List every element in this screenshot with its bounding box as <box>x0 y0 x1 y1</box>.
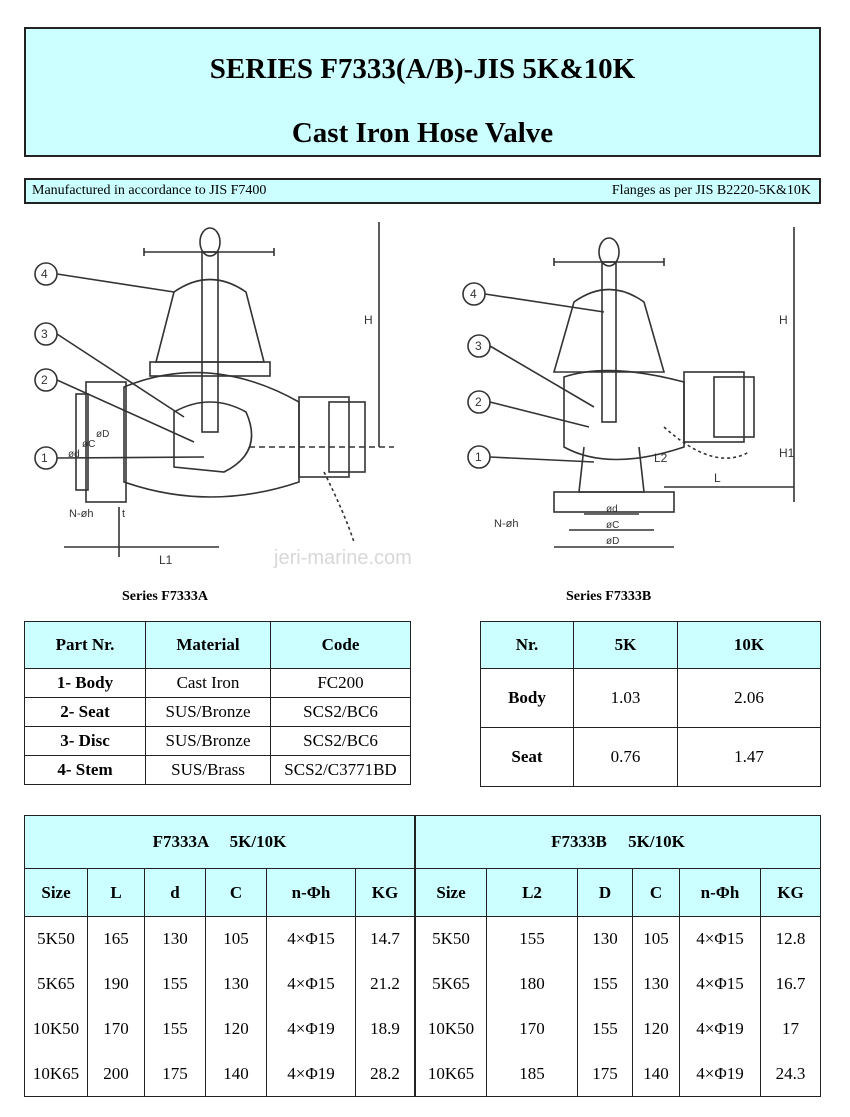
cell: 170 <box>487 1007 578 1052</box>
cell: 10K65 <box>415 1052 487 1097</box>
cell: 140 <box>633 1052 680 1097</box>
cell: 10K50 <box>415 1007 487 1052</box>
title-banner <box>24 27 821 157</box>
cell: 4×Φ19 <box>680 1007 761 1052</box>
table-row <box>25 698 411 727</box>
label-phiD-a: øD <box>96 429 110 440</box>
col-size-b: Size <box>415 869 487 917</box>
col-nr: Nr. <box>481 622 574 669</box>
watermark: jeri-marine.com <box>274 547 412 569</box>
cell: 1- Body <box>25 669 146 698</box>
cell: 5K50 <box>25 917 88 962</box>
cell: 120 <box>633 1007 680 1052</box>
cell: 180 <box>487 962 578 1007</box>
caption-f7333a: Series F7333A <box>122 589 208 604</box>
drawing-f7333a <box>35 222 394 557</box>
col-nh-b: n-Φh <box>680 869 761 917</box>
cell: 4×Φ19 <box>680 1052 761 1097</box>
caption-f7333b: Series F7333B <box>566 589 652 604</box>
col-D: D <box>578 869 633 917</box>
valve-drawings <box>24 212 821 582</box>
label-2b: 2 <box>475 395 482 409</box>
label-3a: 3 <box>41 327 48 341</box>
cell: SUS/Brass <box>146 756 271 785</box>
cell: 155 <box>578 1007 633 1052</box>
cell: SUS/Bronze <box>146 727 271 756</box>
col-part: Part Nr. <box>25 622 146 669</box>
label-l2b: L2 <box>654 451 668 465</box>
label-3b: 3 <box>475 339 482 353</box>
cell: 190 <box>88 962 145 1007</box>
cell: Cast Iron <box>146 669 271 698</box>
col-5k: 5K <box>574 622 678 669</box>
cell: 4×Φ15 <box>267 917 356 962</box>
table-header-row <box>25 622 411 669</box>
cell: 130 <box>633 962 680 1007</box>
cell: 2.06 <box>678 669 821 728</box>
cell: 5K65 <box>415 962 487 1007</box>
cell: 10K65 <box>25 1052 88 1097</box>
cell: 18.9 <box>356 1007 416 1052</box>
flange-note: Flanges as per JIS B2220-5K&10K <box>611 183 811 198</box>
cell: 130 <box>145 917 206 962</box>
cell: 3- Disc <box>25 727 146 756</box>
table-header-row <box>481 622 821 669</box>
col-l: L <box>88 869 145 917</box>
cell: SCS2/BC6 <box>271 698 411 727</box>
col-d: d <box>145 869 206 917</box>
label-h1b: H1 <box>779 446 795 460</box>
col-nh-a: n-Φh <box>267 869 356 917</box>
cell: 4- Stem <box>25 756 146 785</box>
label-4b: 4 <box>470 287 477 301</box>
cell: 200 <box>88 1052 145 1097</box>
cell: 4×Φ19 <box>267 1007 356 1052</box>
cell: 5K65 <box>25 962 88 1007</box>
cell: SCS2/C3771BD <box>271 756 411 785</box>
cell: 120 <box>206 1007 267 1052</box>
cell: 155 <box>487 917 578 962</box>
col-kg-b: KG <box>761 869 821 917</box>
cell: 140 <box>206 1052 267 1097</box>
group-f7333a: F7333A 5K/10K <box>25 816 416 869</box>
cell: 155 <box>145 962 206 1007</box>
table-row <box>481 669 821 728</box>
label-1a: 1 <box>41 451 48 465</box>
cell: 12.8 <box>761 917 821 962</box>
label-phic-b: øC <box>606 520 620 531</box>
col-size-a: Size <box>25 869 88 917</box>
label-nh-a: N-øh <box>69 508 94 520</box>
table-row <box>25 669 411 698</box>
cell: 155 <box>145 1007 206 1052</box>
cell: Seat <box>481 728 574 787</box>
cell: 24.3 <box>761 1052 821 1097</box>
table-row <box>481 728 821 787</box>
cell: 21.2 <box>356 962 416 1007</box>
cell: SUS/Bronze <box>146 698 271 727</box>
cell: 28.2 <box>356 1052 416 1097</box>
cell: FC200 <box>271 669 411 698</box>
cell: 4×Φ15 <box>680 962 761 1007</box>
label-phid-b: ød <box>606 504 618 515</box>
col-c-a: C <box>206 869 267 917</box>
cell: 175 <box>145 1052 206 1097</box>
standard-note: Manufactured in accordance to JIS F7400 <box>32 183 267 198</box>
cell: 1.47 <box>678 728 821 787</box>
label-t-a: t <box>122 508 126 520</box>
label-phic-a: øC <box>82 439 96 450</box>
label-ha: H <box>364 313 373 327</box>
label-4a: 4 <box>41 267 48 281</box>
cell: 4×Φ15 <box>267 962 356 1007</box>
col-code: Code <box>271 622 411 669</box>
table-row <box>25 756 411 785</box>
cell: 165 <box>88 917 145 962</box>
label-phiD-b: øD <box>606 536 620 547</box>
col-kg-a: KG <box>356 869 416 917</box>
label-l1-a: L1 <box>159 553 173 567</box>
cell: 170 <box>88 1007 145 1052</box>
cell: 10K50 <box>25 1007 88 1052</box>
cell: 14.7 <box>356 917 416 962</box>
col-c-b: C <box>633 869 680 917</box>
label-2a: 2 <box>41 373 48 387</box>
cell: 4×Φ15 <box>680 917 761 962</box>
cell: 0.76 <box>574 728 678 787</box>
cell: 130 <box>578 917 633 962</box>
page-subtitle: Cast Iron Hose Valve <box>291 117 554 149</box>
table-row <box>25 1007 821 1052</box>
cell: 185 <box>487 1052 578 1097</box>
cell: Body <box>481 669 574 728</box>
label-lb: L <box>714 471 721 485</box>
cell: SCS2/BC6 <box>271 727 411 756</box>
col-material: Material <box>146 622 271 669</box>
col-l2: L2 <box>487 869 578 917</box>
drawing-f7333b <box>463 227 794 547</box>
label-phid-a: ød <box>68 449 80 460</box>
col-10k: 10K <box>678 622 821 669</box>
label-hb: H <box>779 313 788 327</box>
label-nh-b: N-øh <box>494 518 519 530</box>
cell: 1.03 <box>574 669 678 728</box>
cell: 155 <box>578 962 633 1007</box>
table-header-row <box>25 869 821 917</box>
parts-table <box>24 621 411 785</box>
cell: 2- Seat <box>25 698 146 727</box>
group-header-row <box>25 816 821 869</box>
cell: 130 <box>206 962 267 1007</box>
cell: 4×Φ19 <box>267 1052 356 1097</box>
cell: 5K50 <box>415 917 487 962</box>
table-row <box>25 962 821 1007</box>
pressure-table <box>480 621 821 787</box>
page-title: SERIES F7333(A/B)-JIS 5K&10K <box>209 53 636 85</box>
cell: 105 <box>206 917 267 962</box>
table-row <box>25 1052 821 1097</box>
table-row <box>25 727 411 756</box>
spec-bar <box>24 178 821 204</box>
label-1b: 1 <box>475 450 482 464</box>
cell: 17 <box>761 1007 821 1052</box>
cell: 16.7 <box>761 962 821 1007</box>
dimensions-table <box>24 815 821 1097</box>
group-f7333b: F7333B 5K/10K <box>415 816 821 869</box>
cell: 105 <box>633 917 680 962</box>
table-row <box>25 917 821 962</box>
cell: 175 <box>578 1052 633 1097</box>
